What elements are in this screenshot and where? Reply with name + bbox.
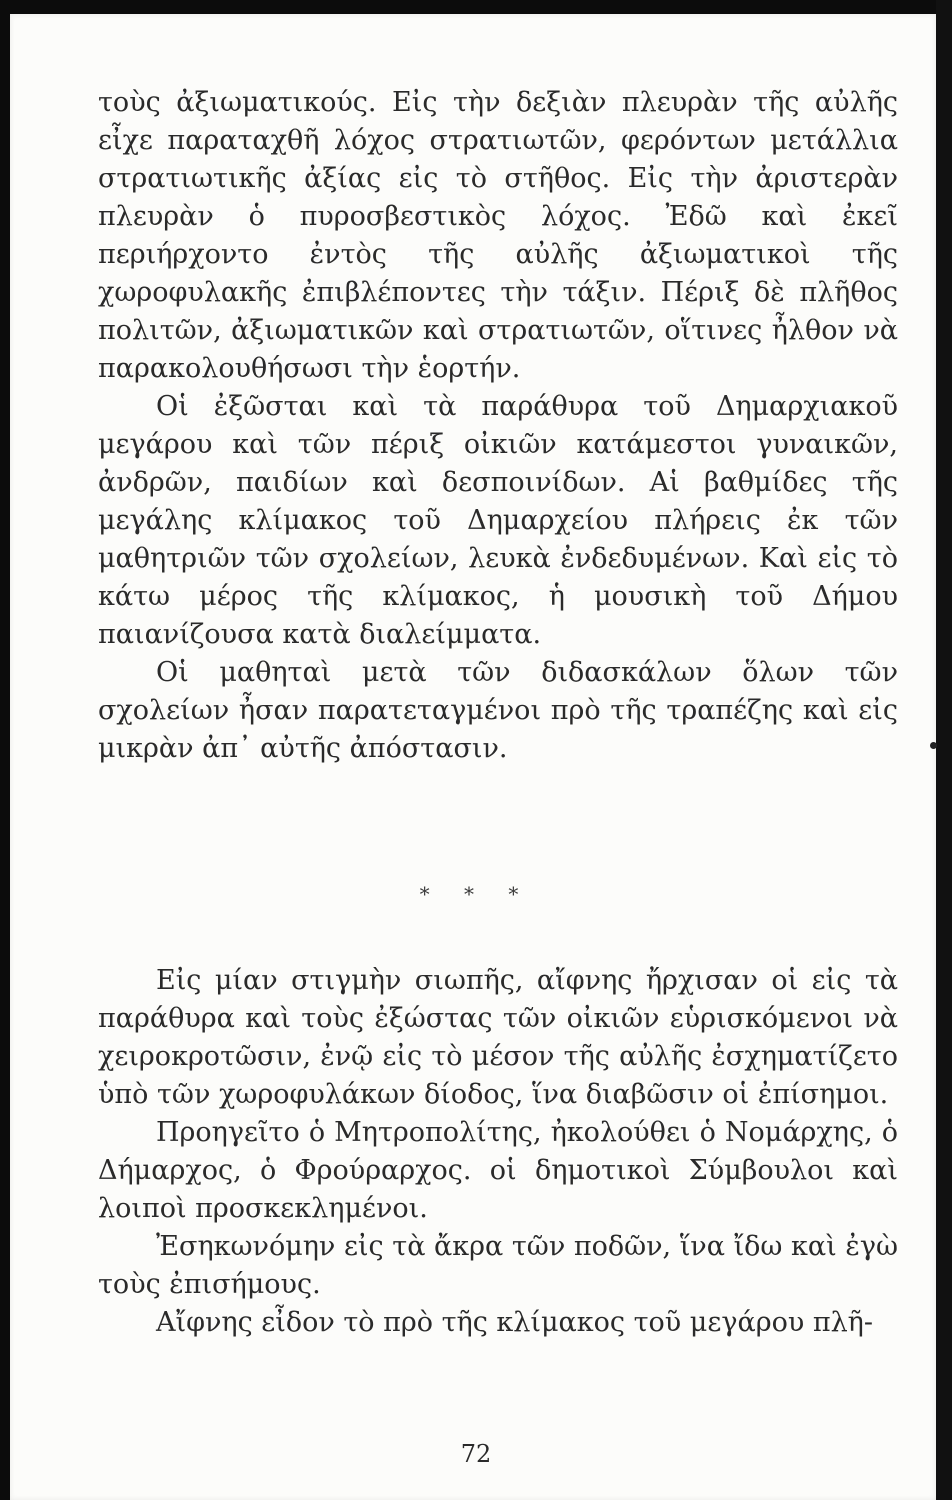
paragraph-7: Αἴφνης εἶδον τὸ πρὸ τῆς κλίμακος τοῦ μεγάρου πλῆ-	[156, 1307, 873, 1338]
paragraph-6: Ἐσηκωνόμην εἰς τὰ ἄκρα τῶν ποδῶν, ἵνα ἴδω καὶ ἐγὼ τοὺς ἐπισήμους.	[98, 1231, 898, 1300]
section-bottom	[98, 962, 898, 1342]
paragraph-5: Προηγεῖτο ὁ Μητροπολίτης, ἠκολούθει ὁ Νομάρχης, ὁ Δήμαρχος, ὁ Φρούραρχος. οἱ δημοτικοὶ Σύμβουλοι καὶ λοιποὶ προσκεκλημένοι.	[98, 1117, 898, 1224]
ink-spot	[930, 742, 937, 749]
section-separator: * * *	[419, 882, 533, 906]
paragraph-3: Οἱ μαθηταὶ μετὰ τῶν διδασκάλων ὅλων τῶν σχολείων ἦσαν παρατεταγμένοι πρὸ τῆς τραπέζης καὶ εἰς μικρὰν ἀπ᾿ αὐτῆς ἀπόστασιν.	[98, 657, 898, 764]
section-top	[98, 84, 898, 768]
page-edge-shadow	[936, 0, 952, 1500]
paragraph-1: τοὺς ἀξιωματικούς. Εἰς τὴν δεξιὰν πλευρὰν τῆς αὐλῆς εἶχε παραταχθῆ λόχος στρατιωτῶν, φερόντων μετάλλια στρατιωτικῆς ἀξίας εἰς τὸ στῆθος. Εἰς τὴν ἀριστερὰν πλευρὰν ὁ πυροσβεστικὸς λόχος. Ἐδῶ καὶ ἐκεῖ περιήρχοντο ἐντὸς τῆς αὐλῆς ἀξιωματικοὶ τῆς χωροφυλακῆς ἐπιβλέποντες τὴν τάξιν. Πέριξ δὲ πλῆθος πολιτῶν, ἀξιωματικῶν καὶ στρατιωτῶν, οἵτινες ἦλθον νὰ παρακολουθήσωσι τὴν ἑορτήν.	[98, 87, 898, 384]
paragraph-2: Οἱ ἐξῶσται καὶ τὰ παράθυρα τοῦ Δημαρχιακοῦ μεγάρου καὶ τῶν πέριξ οἰκιῶν κατάμεστοι γυναικῶν, ἀνδρῶν, παιδίων καὶ δεσποινίδων. Αἱ βαθμίδες τῆς μεγάλης κλίμακος τοῦ Δημαρχείου πλήρεις ἐκ τῶν μαθητριῶν τῶν σχολείων, λευκὰ ἐνδεδυμένων. Καὶ εἰς τὸ κάτω μέρος τῆς κλίμακος, ἡ μουσικὴ τοῦ Δήμου παιανίζουσα κατὰ διαλείμματα.	[98, 391, 898, 650]
paragraph-4: Εἰς μίαν στιγμὴν σιωπῆς, αἴφνης ἤρχισαν οἱ εἰς τὰ παράθυρα καὶ τοὺς ἐξώστας τῶν οἰκιῶν εὑρισκόμενοι νὰ χειροκροτῶσιν, ἐνῷ εἰς τὸ μέσον τῆς αὐλῆς ἐσχηματίζετο ὑπὸ τῶν χωροφυλάκων δίοδος, ἵνα διαβῶσιν οἱ ἐπίσημοι.	[98, 965, 898, 1110]
page-number: 72	[460, 1440, 492, 1468]
